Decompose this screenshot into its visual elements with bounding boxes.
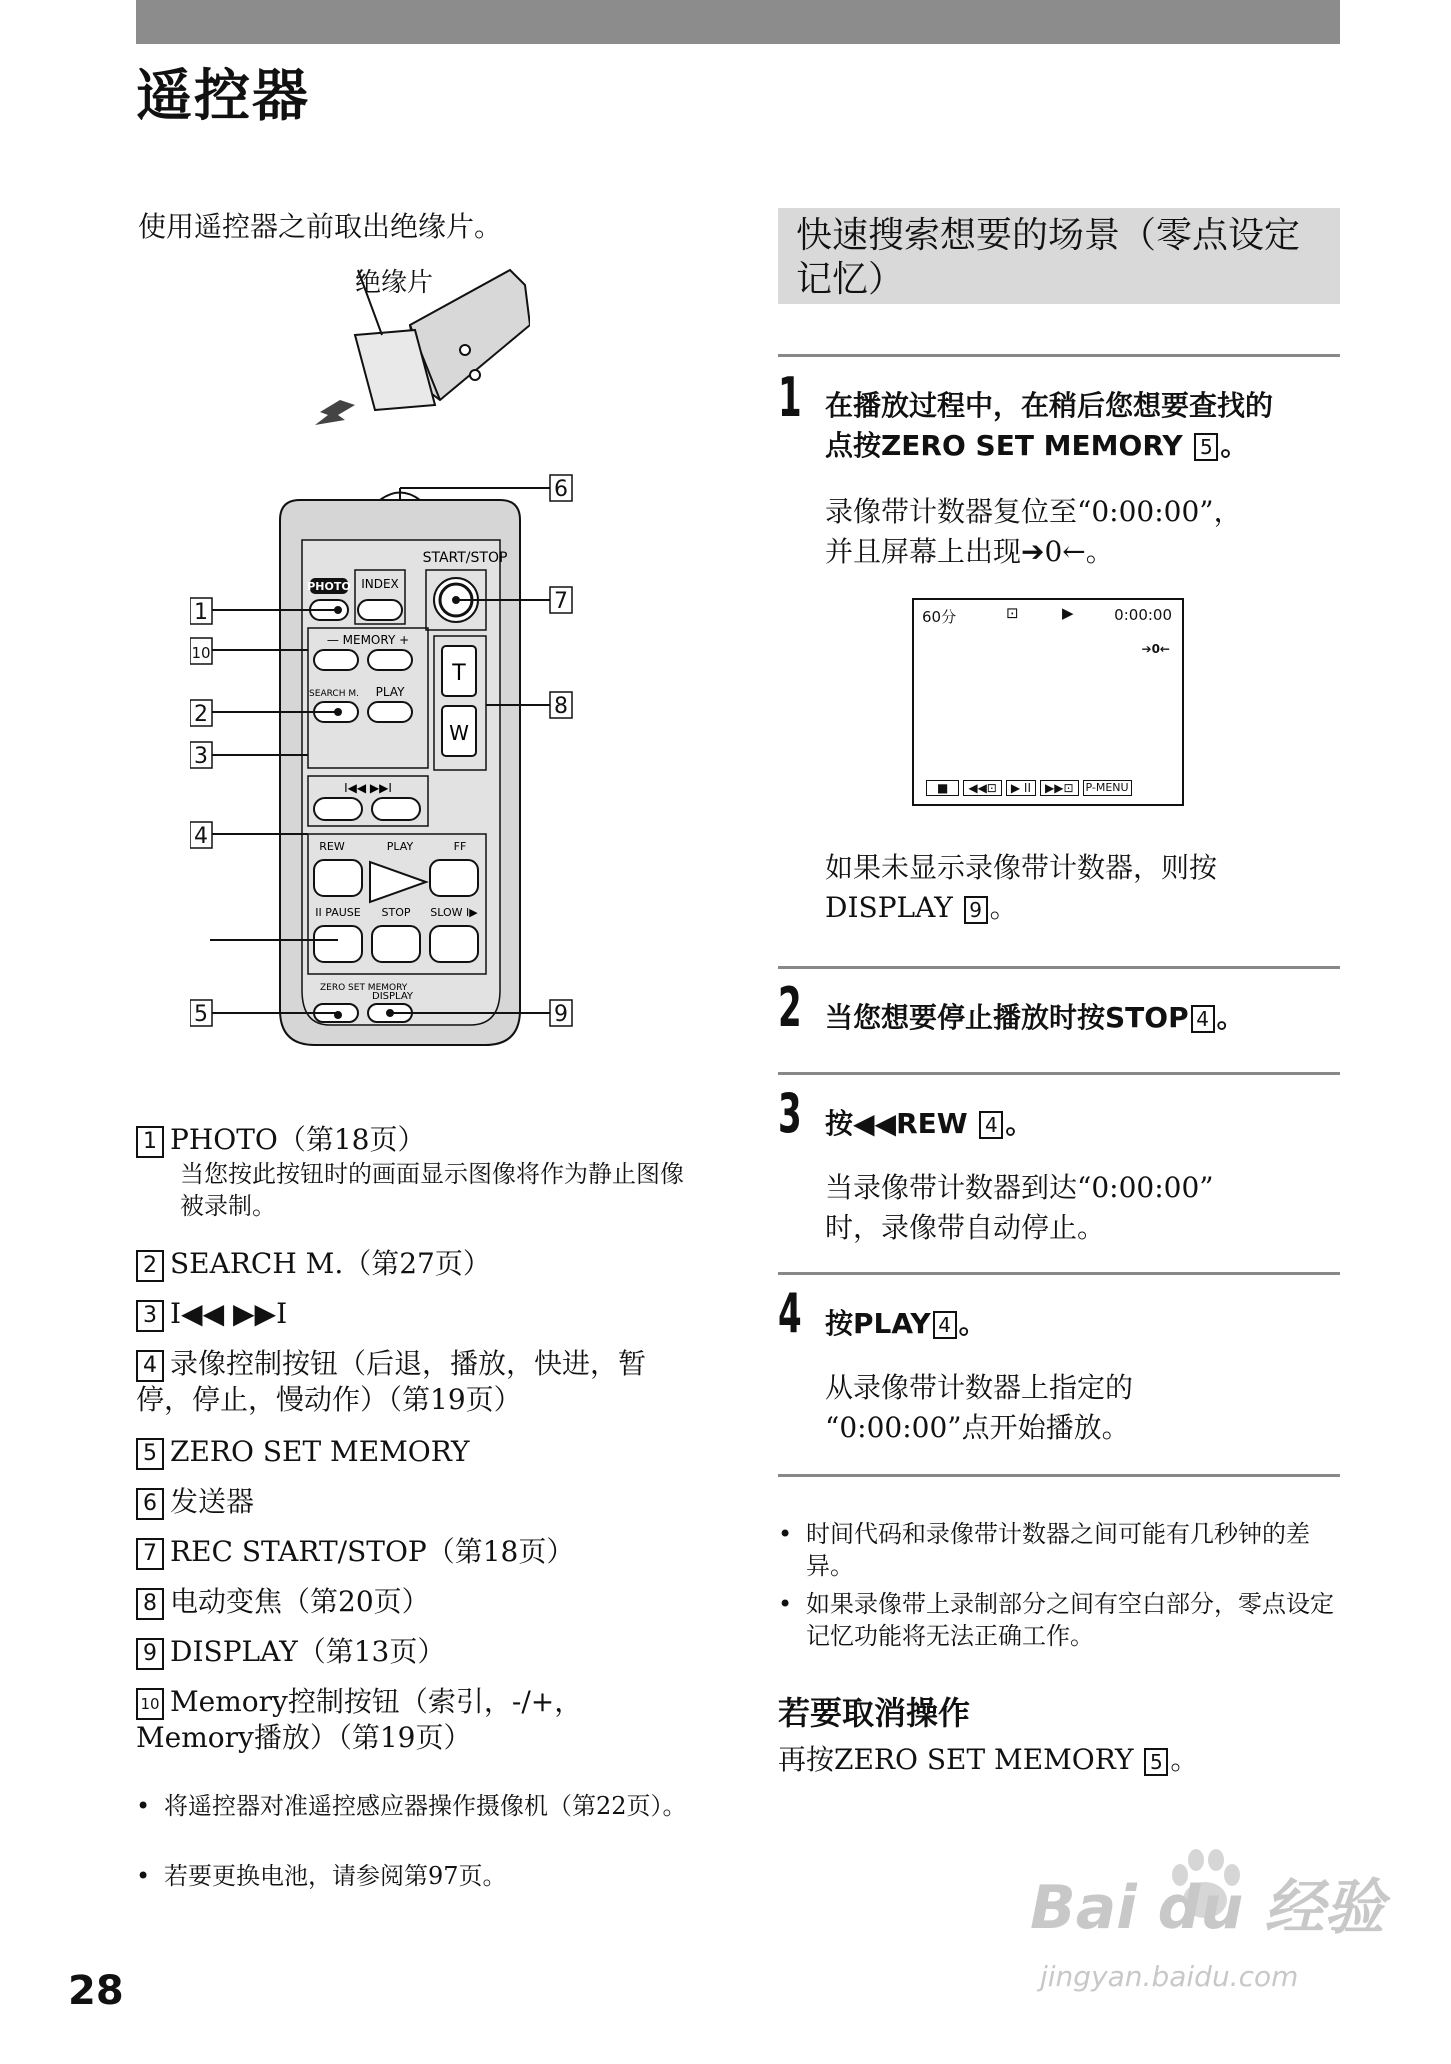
cancel-text: 再按ZERO SET MEMORY 5 。 [778, 1743, 1199, 1776]
display-label: DISPLAY [372, 991, 414, 1002]
step-body: 从录像带计数器上指定的 “0:00:00”点开始播放。 [825, 1371, 1134, 1444]
callout-7: 7 [554, 589, 568, 614]
ff-label: FF [453, 840, 467, 853]
legend-item: 10 Memory控制按钮（索引，-/+，Memory播放）（第19页） [136, 1685, 583, 1754]
search-m-label: SEARCH M. [309, 689, 359, 699]
callout-5: 5 [194, 1002, 208, 1027]
fast-forward-icon: ▶▶⊡ [1040, 780, 1079, 796]
page-title: 遥控器 [136, 64, 310, 129]
play-label: PLAY [375, 685, 405, 699]
divider [778, 354, 1340, 357]
left-bullet: • 若要更换电池，请参阅第97页。 [136, 1862, 507, 1890]
callout-9: 9 [554, 1002, 568, 1027]
counter-note: 如果未显示录像带计数器，则按 DISPLAY 9 。 [825, 851, 1218, 924]
stop-label: STOP [381, 906, 411, 919]
callout-10: 10 [191, 644, 211, 662]
tape-icon: ⊡ [1006, 604, 1019, 622]
play-pause-icon: ▶ II [1006, 780, 1036, 796]
lcd-screen [912, 598, 1184, 806]
callout-6: 6 [554, 477, 568, 502]
start-stop-label: START/STOP [422, 550, 508, 566]
step-text: 在播放过程中，在稍后您想要查找的 点按ZERO SET MEMORY 5 。 [825, 389, 1274, 462]
page-number: 28 [68, 1968, 124, 2014]
tape-counter: 0:00:00 [1114, 606, 1172, 624]
legend-item: 9 DISPLAY（第13页） [136, 1634, 445, 1670]
step-text: 当您想要停止播放时按STOP 4 。 [825, 1001, 1245, 1034]
callout-2: 2 [194, 702, 208, 727]
step-text: 按PLAY 4 。 [825, 1307, 987, 1340]
zero-mark: ➔0← [1141, 642, 1170, 656]
zoom-t-label: T [452, 661, 466, 686]
callout-3: 3 [194, 744, 208, 769]
legend-item: 7 REC START/STOP（第18页） [136, 1534, 574, 1570]
battery-indicator: 60分 [922, 608, 957, 626]
legend-item: 8 电动变焦（第20页） [136, 1584, 430, 1620]
remote-control-illustration [190, 470, 610, 1070]
legend-item: 6 发送器 [136, 1484, 254, 1520]
rew-label: REW [319, 840, 345, 853]
stop-icon: ■ [926, 780, 959, 796]
pause-label: II PAUSE [315, 906, 361, 919]
step-number: 4 [778, 1282, 802, 1345]
slow-label: SLOW I▶ [430, 906, 478, 919]
p-menu-button: P-MENU [1083, 780, 1132, 796]
play-icon: ▶ [1062, 604, 1074, 622]
photo-label: PHOTO [307, 580, 351, 593]
zero-set-label: ZERO SET MEMORY [320, 983, 408, 993]
intro-text: 使用遥控器之前取出绝缘片。 [138, 210, 503, 243]
step-body: 当录像带计数器到达“0:00:00” 时，录像带自动停止。 [825, 1171, 1214, 1244]
memory-label: — MEMORY + [326, 633, 410, 647]
legend-item: 3 I◀◀ ▶▶I [136, 1296, 287, 1332]
divider [778, 1072, 1340, 1075]
callout-1: 1 [194, 600, 208, 625]
insulation-label: 绝缘片 [355, 268, 434, 298]
section-title: 快速搜索想要的场景（零点设定记忆） [778, 208, 1340, 304]
legend-item: 2 SEARCH M.（第27页） [136, 1246, 491, 1282]
zoom-w-label: W [449, 721, 469, 745]
cancel-heading: 若要取消操作 [778, 1694, 971, 1732]
watermark-url: jingyan.baidu.com [1040, 1960, 1299, 1993]
step-number: 2 [778, 976, 802, 1039]
index-label: INDEX [361, 577, 399, 591]
legend-item: 4 录像控制按钮（后退，播放，快进，暂停，停止，慢动作）（第19页） [136, 1347, 647, 1416]
step-body: 录像带计数器复位至“0:00:00”， 并且屏幕上出现➔0←。 [825, 495, 1242, 568]
legend-item: 5 ZERO SET MEMORY [136, 1434, 469, 1470]
prev-next-label: I◀◀ ▶▶I [344, 781, 392, 795]
legend-item: 1 PHOTO（第18页） 当您按此按钮时的画面显示图像将作为静止图像被录制。 [136, 1122, 696, 1222]
right-bullet: • 如果录像带上录制部分之间有空白部分，零点设定记忆功能将无法正确工作。 [778, 1590, 1334, 1650]
step-number: 1 [778, 366, 802, 429]
divider [778, 966, 1340, 969]
watermark-logo: Bai du 经验 [1030, 1873, 1385, 1943]
play2-label: PLAY [386, 840, 414, 853]
callout-4: 4 [194, 824, 208, 849]
insulation-illustration [300, 265, 530, 435]
right-bullet: • 时间代码和录像带计数器之间可能有几秒钟的差异。 [778, 1520, 1310, 1580]
divider [778, 1474, 1340, 1477]
callout-8: 8 [554, 694, 568, 719]
step-text: 按◀◀REW 4 。 [825, 1107, 1034, 1140]
rewind-icon: ◀◀⊡ [963, 780, 1002, 796]
divider [778, 1272, 1340, 1275]
left-bullet: • 将遥控器对准遥控感应器操作摄像机（第22页）。 [136, 1792, 687, 1820]
header-bar [136, 0, 1340, 44]
step-number: 3 [778, 1082, 802, 1145]
